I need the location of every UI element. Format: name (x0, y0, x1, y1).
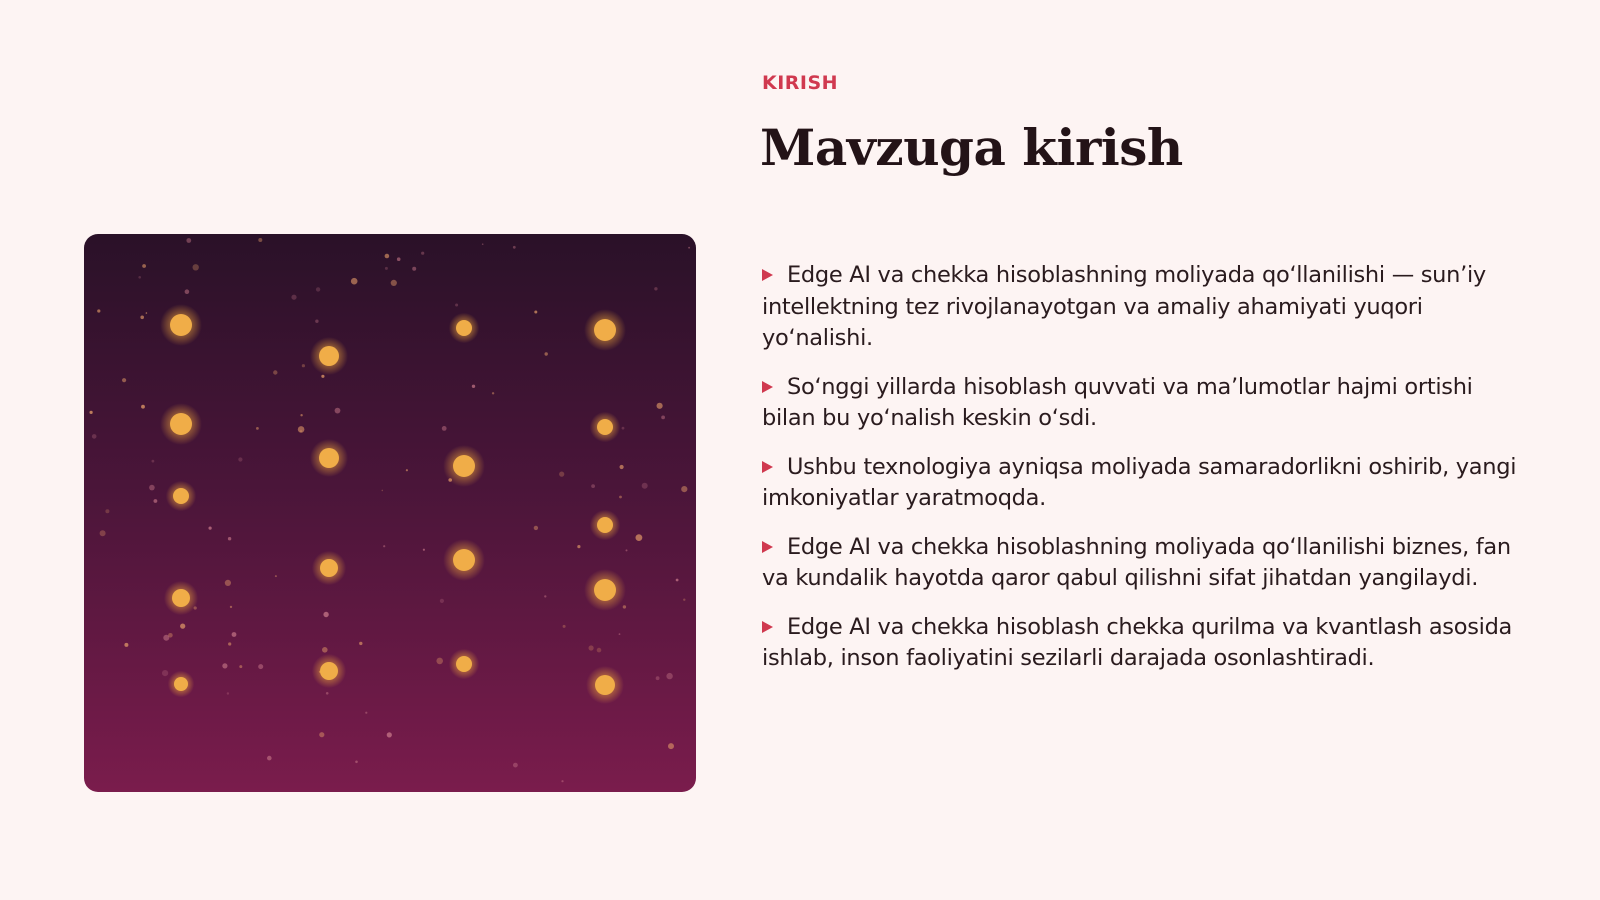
glowing-orb (170, 413, 192, 435)
triangle-bullet-icon (762, 541, 773, 553)
sparkle-dot (168, 633, 173, 638)
sparkle-dot (100, 530, 106, 536)
sparkle-dot (228, 537, 231, 540)
bullet-text: Edge AI va chekka hisoblashning moliyada qo‘llanilishi — sun’iy intellektning tez rivojlanayotgan va amaliy ahamiyati yuqori yo‘nalishi. (762, 262, 1486, 351)
bullet-item-2 (762, 372, 1532, 435)
sparkle-dot (654, 287, 657, 290)
bullet-item-5 (762, 612, 1532, 675)
glowing-orb (597, 517, 613, 533)
triangle-bullet-icon (762, 461, 773, 473)
sparkle-dot (619, 496, 622, 499)
sparkle-dot (597, 648, 602, 653)
sparkle-dot (122, 378, 126, 382)
sparkle-dot (225, 580, 231, 586)
sparkle-dot (442, 426, 447, 431)
glowing-orb (597, 419, 613, 435)
sparkle-dot (275, 575, 277, 577)
sparkle-dot (232, 632, 237, 637)
sparkle-dot (397, 257, 401, 261)
sparkle-dot (300, 414, 302, 416)
sparkle-dot (423, 549, 425, 551)
sparkle-dot (154, 499, 158, 503)
sparkle-dot (186, 238, 191, 243)
sparkle-dot (642, 483, 648, 489)
triangle-bullet-icon (762, 381, 773, 393)
sparkle-dot (105, 509, 109, 513)
sparkle-dot (472, 385, 475, 388)
sparkle-dot (238, 457, 242, 461)
sparkle-dot (193, 264, 199, 270)
sparkle-dot (124, 643, 128, 647)
sparkle-dot (365, 712, 367, 714)
sparkle-dot (97, 309, 100, 312)
glowing-orb (320, 662, 338, 680)
glowing-orb (453, 549, 475, 571)
sparkle-dot (258, 238, 262, 242)
sparkle-dot (319, 732, 324, 737)
sparkle-dot (315, 320, 318, 323)
bullet-text: Ushbu texnologiya ayniqsa moliyada samaradorlikni oshirib, yangi imkoniyatlar yaratmoqda. (762, 453, 1517, 511)
sparkle-dot (351, 278, 358, 285)
sparkle-dot (577, 545, 580, 548)
sparkle-dot (492, 392, 494, 394)
sparkle-dot (636, 534, 643, 541)
sparkle-dot (222, 663, 227, 668)
sparkle-dot (683, 599, 685, 601)
sparkle-dot (545, 352, 548, 355)
glowing-orb (172, 589, 190, 607)
sparkle-dot (385, 254, 390, 259)
bullet-text: Edge AI va chekka hisoblashning moliyada qo‘llanilishi biznes, fan va kundalik hayotda qaror qabul qilishni sifat jihatdan yangilaydi. (762, 533, 1511, 591)
sparkle-dot (302, 364, 305, 367)
sparkle-dot (141, 405, 145, 409)
sparkle-dot (321, 375, 324, 378)
glowing-orb (173, 488, 189, 504)
bullet-item-4 (762, 532, 1532, 595)
sparkle-dot (180, 624, 185, 629)
sparkle-dot (152, 460, 155, 463)
sparkle-dot (455, 304, 458, 307)
sparkle-dot (239, 665, 242, 668)
sparkle-dot (149, 485, 155, 491)
sparkle-dot (387, 732, 392, 737)
sparkle-dot (534, 526, 538, 530)
sparkle-dot (591, 484, 595, 488)
glowing-orb (594, 319, 616, 341)
glowing-orb (319, 448, 339, 468)
sparkle-dot (544, 595, 546, 597)
sparkle-dot (258, 664, 263, 669)
sparkle-dot (142, 264, 146, 268)
sparkle-dot (326, 692, 329, 695)
glowing-orb (456, 320, 472, 336)
sparkle-dot (482, 243, 484, 245)
bullet-item-3 (762, 452, 1532, 515)
sparkle-dot (534, 311, 537, 314)
sparkle-dot (661, 416, 665, 420)
sparkle-dot (681, 486, 687, 492)
glowing-orb (456, 656, 472, 672)
sparkle-dot (513, 763, 518, 768)
sparkle-dot (92, 434, 97, 439)
sparkle-dot (406, 469, 408, 471)
sparkle-dot (322, 647, 328, 653)
bullet-list (762, 260, 1532, 692)
sparkle-dot (513, 246, 516, 249)
sparkle-dot (421, 252, 424, 255)
page-title: Mavzuga kirish (760, 118, 1183, 177)
sparkle-dot (676, 579, 679, 582)
glowing-orb (170, 314, 192, 336)
sparkle-dot (622, 427, 625, 430)
sparkle-dot (440, 599, 444, 603)
sparkle-dot (559, 472, 564, 477)
sparkle-dot (146, 312, 148, 314)
sparkle-dot (140, 316, 144, 320)
dots-grid-icon (84, 234, 696, 792)
sparkle-dot (688, 247, 690, 249)
sparkle-dot (619, 633, 621, 635)
sparkle-dot (335, 408, 341, 414)
glowing-dots-illustration (84, 234, 696, 792)
sparkle-dot (316, 287, 320, 291)
sparkle-dot (256, 427, 259, 430)
triangle-bullet-icon (762, 269, 773, 281)
glowing-orb (595, 675, 615, 695)
sparkle-dot (228, 642, 231, 645)
sparkle-dot (227, 692, 229, 694)
sparkle-dot (626, 549, 628, 551)
glowing-orb (319, 346, 339, 366)
sparkle-dot (657, 403, 663, 409)
bullet-text: Edge AI va chekka hisoblash chekka qurilma va kvantlash asosida ishlab, inson faoliyatini sezilarli darajada osonlashtiradi. (762, 613, 1513, 671)
sparkle-dot (273, 370, 277, 374)
glowing-orb (174, 677, 188, 691)
bullet-item-1 (762, 260, 1532, 355)
sparkle-dot (209, 527, 212, 530)
sparkle-dot (323, 612, 328, 617)
bullet-text: So‘nggi yillarda hisoblash quvvati va ma’lumotlar hajmi ortishi bilan bu yo‘nalish keskin o‘sdi. (762, 373, 1473, 431)
sparkle-dot (298, 426, 305, 433)
sparkle-dot (230, 606, 232, 608)
sparkle-dot (666, 673, 672, 679)
sparkle-dot (563, 625, 566, 628)
sparkle-dot (355, 761, 358, 764)
sparkle-dot (382, 490, 384, 492)
sparkle-dot (291, 295, 296, 300)
sparkle-dot (185, 289, 190, 294)
triangle-bullet-icon (762, 621, 773, 633)
sparkle-dot (656, 676, 660, 680)
sparkle-dot (383, 545, 385, 547)
sparkle-dot (385, 267, 388, 270)
sparkle-dot (138, 276, 141, 279)
sparkle-dot (267, 756, 272, 761)
sparkle-dot (436, 658, 443, 665)
glowing-orb (320, 559, 338, 577)
sparkle-dot (162, 670, 168, 676)
sparkle-dot (623, 605, 626, 608)
sparkle-dot (561, 780, 563, 782)
sparkle-dot (359, 642, 362, 645)
sparkle-dot (90, 411, 93, 414)
sparkle-dot (668, 743, 674, 749)
glowing-orb (594, 579, 616, 601)
sparkle-dot (391, 280, 397, 286)
glowing-orb (453, 455, 475, 477)
sparkle-dot (620, 465, 624, 469)
sparkle-dot (589, 645, 594, 650)
sparkle-dot (412, 267, 416, 271)
section-kicker: KIRISH (762, 72, 839, 94)
